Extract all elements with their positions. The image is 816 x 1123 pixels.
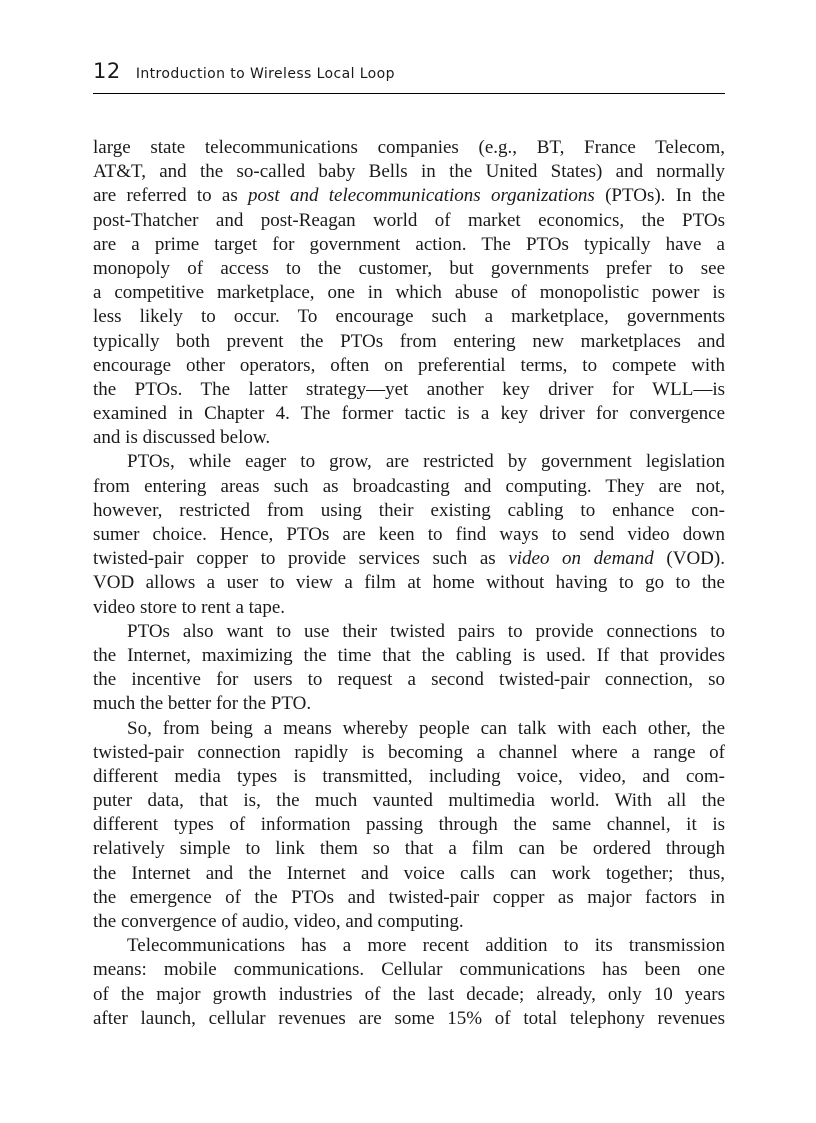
text-line bbox=[93, 305, 725, 329]
text-line bbox=[93, 257, 725, 281]
text-line bbox=[93, 620, 725, 644]
text-segment: from entering areas such as broadcasting and computing. They are not, bbox=[93, 475, 725, 497]
text-line bbox=[93, 910, 725, 934]
text-line bbox=[93, 958, 725, 982]
paragraph bbox=[93, 450, 725, 619]
text-segment: the PTOs. The latter strategy—yet another key driver for WLL—is bbox=[93, 378, 725, 400]
text-line bbox=[93, 209, 725, 233]
text-segment: are referred to as bbox=[93, 185, 249, 207]
text-segment: video store to rent a tape. bbox=[93, 596, 286, 618]
text-segment: twisted-pair connection rapidly is becoming a channel where a range of bbox=[93, 741, 725, 763]
text-segment: sumer choice. Hence, PTOs are keen to find ways to send video down bbox=[93, 524, 725, 545]
text-segment: less likely to occur. To encourage such a marketplace, governments bbox=[93, 306, 725, 328]
text-segment: the convergence of audio, video, and computing. bbox=[93, 911, 464, 932]
text-line bbox=[93, 862, 725, 886]
text-segment: examined in Chapter 4. The former tactic is a key driver for convergence bbox=[93, 403, 725, 425]
text-line bbox=[93, 281, 725, 305]
text-line bbox=[93, 789, 725, 813]
text-line bbox=[93, 741, 725, 765]
text-segment: large state telecommunications companies (e.g., BT, France Telecom, bbox=[93, 137, 725, 158]
text-line bbox=[93, 402, 725, 426]
text-segment: means: mobile communications. Cellular communications has been one bbox=[93, 959, 725, 981]
text-line bbox=[93, 886, 725, 910]
italic-term: post and telecommunications organizations bbox=[248, 185, 595, 207]
text-segment: encourage other operators, often on preferential terms, to compete with bbox=[93, 354, 725, 376]
body-text bbox=[93, 136, 725, 1031]
running-header bbox=[93, 59, 725, 94]
text-line bbox=[93, 765, 725, 789]
text-line bbox=[93, 934, 725, 958]
text-line bbox=[93, 426, 725, 450]
text-segment: different types of information passing through the same channel, it is bbox=[93, 814, 725, 836]
text-segment: relatively simple to link them so that a film can be ordered through bbox=[93, 838, 725, 860]
text-segment: however, restricted from using their existing cabling to enhance con- bbox=[93, 499, 725, 521]
text-line bbox=[93, 378, 725, 402]
text-segment: monopoly of access to the customer, but governments prefer to see bbox=[93, 257, 725, 279]
text-segment: AT&T, and the so-called baby Bells in the United States) and normally bbox=[93, 161, 725, 183]
paragraph bbox=[93, 620, 725, 717]
text-segment: So, from being a means whereby people can talk with each other, the bbox=[127, 717, 725, 739]
text-line bbox=[93, 813, 725, 837]
running-title: Introduction to Wireless Local Loop bbox=[135, 66, 395, 82]
text-line bbox=[93, 1007, 725, 1031]
text-segment: twisted-pair copper to provide services such as bbox=[93, 548, 509, 570]
text-segment: PTOs also want to use their twisted pairs to provide connections to bbox=[127, 620, 725, 642]
text-segment: the Internet and the Internet and voice calls can work together; thus, bbox=[93, 862, 725, 884]
text-segment: (PTOs). In the bbox=[594, 185, 726, 207]
text-segment: typically both prevent the PTOs from entering new marketplaces and bbox=[93, 330, 725, 352]
text-line bbox=[93, 571, 725, 595]
text-segment: puter data, that is, the much vaunted multimedia world. With all the bbox=[93, 790, 725, 812]
paragraph bbox=[93, 136, 725, 450]
text-segment: of the major growth industries of the last decade; already, only 10 years bbox=[93, 983, 725, 1005]
paragraph bbox=[93, 717, 725, 935]
text-line bbox=[93, 717, 725, 741]
text-segment: after launch, cellular revenues are some 15% of total telephony revenues bbox=[93, 1007, 725, 1029]
text-segment: (VOD). bbox=[653, 548, 725, 570]
text-line bbox=[93, 499, 725, 523]
text-segment: different media types is transmitted, including voice, video, and com- bbox=[93, 765, 725, 787]
text-segment: and is discussed below. bbox=[93, 427, 271, 449]
text-line bbox=[93, 547, 725, 571]
text-line bbox=[93, 354, 725, 378]
text-line bbox=[93, 233, 725, 257]
page-number: 12 bbox=[93, 59, 121, 83]
text-segment: post-Thatcher and post-Reagan world of market economics, the PTOs bbox=[93, 209, 725, 231]
text-line bbox=[93, 160, 725, 184]
text-line bbox=[93, 184, 725, 208]
text-line bbox=[93, 644, 725, 668]
text-segment: PTOs, while eager to grow, are restricted by government legislation bbox=[127, 451, 725, 473]
text-line bbox=[93, 136, 725, 160]
text-segment: the Internet, maximizing the time that the cabling is used. If that provides bbox=[93, 644, 725, 666]
text-line bbox=[93, 450, 725, 474]
text-line bbox=[93, 475, 725, 499]
text-segment: much the better for the PTO. bbox=[93, 693, 312, 715]
text-line bbox=[93, 837, 725, 861]
text-line bbox=[93, 330, 725, 354]
text-line bbox=[93, 692, 725, 716]
text-line bbox=[93, 596, 725, 620]
text-segment: are a prime target for government action. The PTOs typically have a bbox=[93, 233, 725, 255]
text-segment: VOD allows a user to view a film at home without having to go to the bbox=[93, 572, 725, 594]
text-segment: Telecommunications has a more recent addition to its transmission bbox=[127, 935, 725, 957]
text-line bbox=[93, 983, 725, 1007]
paragraph bbox=[93, 934, 725, 1031]
text-segment: the emergence of the PTOs and twisted-pair copper as major factors in bbox=[93, 886, 725, 908]
italic-term: video on demand bbox=[508, 548, 654, 570]
text-line bbox=[93, 523, 725, 547]
text-line bbox=[93, 668, 725, 692]
text-segment: the incentive for users to request a second twisted-pair connection, so bbox=[93, 669, 725, 691]
text-segment: a competitive marketplace, one in which abuse of monopolistic power is bbox=[93, 282, 725, 304]
